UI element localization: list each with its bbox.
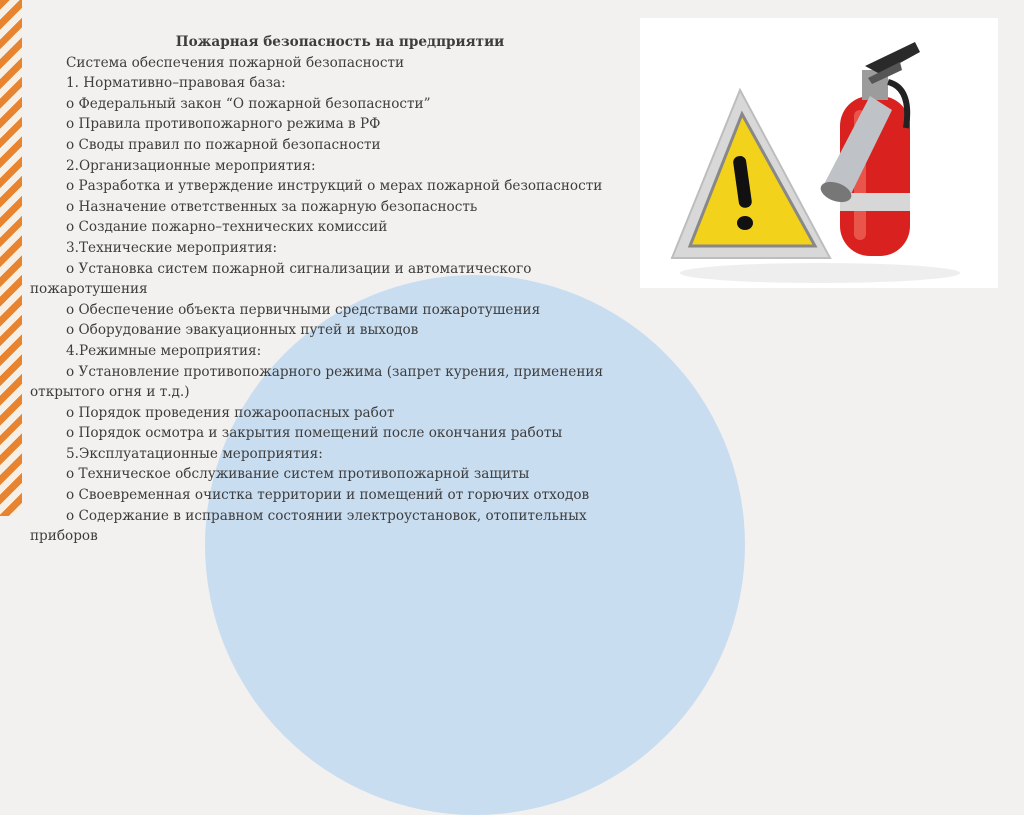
list-item-continuation: пожаротушения [30, 281, 148, 298]
list-item: o Порядок проведения пожароопасных работ [66, 404, 395, 421]
list-item: o Порядок осмотра и закрытия помещений после окончания работы [66, 425, 563, 442]
section-heading: 1. Нормативно–правовая база: [66, 75, 286, 92]
list-item: o Техническое обслуживание систем противопожарной защиты [66, 466, 530, 483]
intro-line: Система обеспечения пожарной безопасности [66, 54, 405, 71]
list-item: o Обеспечение объекта первичными средствами пожаротушения [66, 301, 541, 318]
list-item: o Установление противопожарного режима (запрет курения, применения [66, 363, 604, 380]
section-heading: 5.Эксплуатационные мероприятия: [66, 445, 323, 462]
list-item: o Разработка и утверждение инструкций о мерах пожарной безопасности [66, 178, 603, 195]
list-item: o Назначение ответственных за пожарную безопасность [66, 198, 478, 215]
list-item: o Федеральный закон “О пожарной безопасности” [66, 95, 431, 112]
list-item: o Своды правил по пожарной безопасности [66, 136, 381, 153]
section-heading: 2.Организационные мероприятия: [66, 157, 316, 174]
list-item-continuation: приборов [30, 528, 98, 545]
list-item: o Своевременная очистка территории и помещений от горючих отходов [66, 487, 590, 504]
list-item-continuation: открытого огня и т.д.) [30, 384, 190, 401]
fire-safety-text [30, 32, 670, 547]
list-item: o Правила противопожарного режима в РФ [66, 116, 381, 133]
fire-safety-illustration [640, 18, 998, 288]
decorative-stripe [0, 0, 22, 516]
list-item: o Создание пожарно–технических комиссий [66, 219, 388, 236]
section-heading: 3.Технические мероприятия: [66, 239, 278, 256]
list-item: o Содержание в исправном состоянии электроустановок, отопительных [66, 507, 587, 524]
list-item: o Установка систем пожарной сигнализации и автоматического [66, 260, 532, 277]
page-title: Пожарная безопасность на предприятии [175, 34, 505, 50]
section-heading: 4.Режимные мероприятия: [66, 342, 262, 359]
list-item: o Оборудование эвакуационных путей и выходов [66, 322, 419, 339]
